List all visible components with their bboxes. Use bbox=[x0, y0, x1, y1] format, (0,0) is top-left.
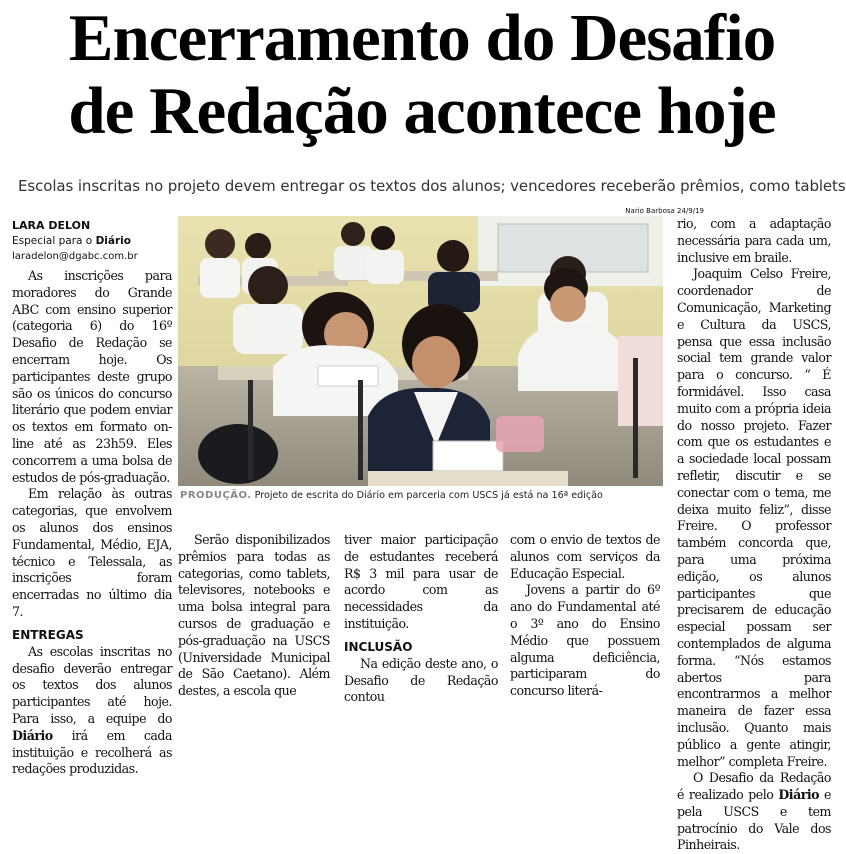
section-heading: ENTREGAS bbox=[12, 627, 84, 642]
article-column-1 bbox=[12, 268, 172, 778]
classroom-photo bbox=[178, 216, 663, 486]
headline-line-1: Encerramento do Desafio bbox=[68, 1, 776, 75]
paragraph: Jovens a partir do 6º ano do Fundamental até o 3º ano do Ensino Médio que possuem alguma deficiência, participaram do concurso literá- bbox=[510, 582, 660, 699]
headline-line-2: de Redação acontece hoje bbox=[68, 74, 776, 148]
author-name: LARA DELON bbox=[12, 219, 91, 232]
paragraph: rio, com a adaptação necessária para cada um, inclusive em braile. bbox=[677, 216, 831, 265]
photo-credit: Nario Barbosa 24/9/19 bbox=[625, 207, 704, 215]
paragraph-text: O Desafio da Redação é realizado pelo bbox=[677, 770, 831, 803]
caption-label: PRODUÇÃO. bbox=[180, 490, 252, 501]
paragraph: Em relação às outras categorias, que envolvem os alunos dos ensinos Fundamental, Médio, EJA, técnico e Telessala, as inscrições foram encerradas no último dia 7. bbox=[12, 486, 172, 619]
paragraph bbox=[677, 770, 831, 854]
paragraph: As inscrições para moradores do Grande ABC com ensino superior (categoria 6) do 16º Desafio de Redação se encerram hoje. Os participantes deste grupo são os únicos do concurso literário que podem enviar os textos em formato on-line até as 23h59. Eles concorrem a uma bolsa de estudos de pós-graduação. bbox=[12, 268, 172, 485]
paper-name: Diário bbox=[12, 727, 53, 743]
classroom-photo-illustration bbox=[178, 216, 663, 486]
photo-caption bbox=[180, 489, 665, 503]
section-heading: INCLUSÃO bbox=[344, 639, 413, 654]
article-column-2 bbox=[178, 532, 330, 700]
article-column-4 bbox=[510, 532, 660, 700]
paragraph-text: irá em cada instituição e recolherá as redações produzidas. bbox=[12, 727, 172, 777]
caption-text: Projeto de escrita do Diário em parceria com USCS já está na 16ª edição bbox=[254, 490, 603, 501]
paragraph: com o envio de textos de alunos com serviços da Educação Especial. bbox=[510, 532, 660, 581]
author-email[interactable]: laradelon@dgabc.com.br bbox=[12, 251, 138, 262]
author-role-paper: Diário bbox=[95, 235, 131, 247]
article-column-3 bbox=[344, 532, 498, 706]
paragraph: tiver maior participação de estudantes receberá R$ 3 mil para usar de acordo com as necessidades da instituição. bbox=[344, 532, 498, 631]
paragraph bbox=[12, 644, 172, 778]
paragraph-text: As escolas inscritas no desafio deverão entregar os textos dos alunos participantes até hoje. Para isso, a equipe do bbox=[12, 643, 172, 726]
article-column-5 bbox=[677, 216, 831, 854]
paragraph: Serão disponibilizados prêmios para todas as categorias, como tablets, televisores, notebooks e uma bolsa integral para cursos de graduação e pós-graduação na USCS (Universidade Municipal de São Caetano). Além destes, a escola que bbox=[178, 532, 330, 699]
paragraph: Na edição deste ano, o Desafio de Redação contou bbox=[344, 655, 498, 705]
paragraph: Joaquim Celso Freire, coordenador de Comunicação, Marketing e Cultura da USCS, pensa que essa inclusão social tem grande valor para o concurso. “ É formidável. Isso casa muito com a própria ideia do nosso projeto. Fazer com que os estudantes e a sociedade local possam refletir, discutir e se conectar com o tema, me deixa muito feliz”, disse Freire. O professor também concorda que, para uma próxima edição, os alunos participantes que precisarem de educação especial possam ser contemplados de alguma forma. “Nós estamos abertos para encontrarmos a melhor maneira de fazer essa inclusão. Quanto mais público a gente atingir, melhor” completa Freire. bbox=[677, 266, 831, 769]
author-role bbox=[12, 234, 172, 249]
paragraph-text: e pela USCS e tem patrocínio do Vale dos Pinheirais. bbox=[677, 787, 831, 853]
headline bbox=[12, 2, 832, 148]
byline bbox=[12, 218, 172, 264]
subheadline: Escolas inscritas no projeto devem entregar os textos dos alunos; vencedores receberão prêmios, como tablets bbox=[18, 177, 846, 195]
paper-name: Diário bbox=[778, 787, 820, 803]
author-role-prefix: Especial para o bbox=[12, 235, 96, 247]
